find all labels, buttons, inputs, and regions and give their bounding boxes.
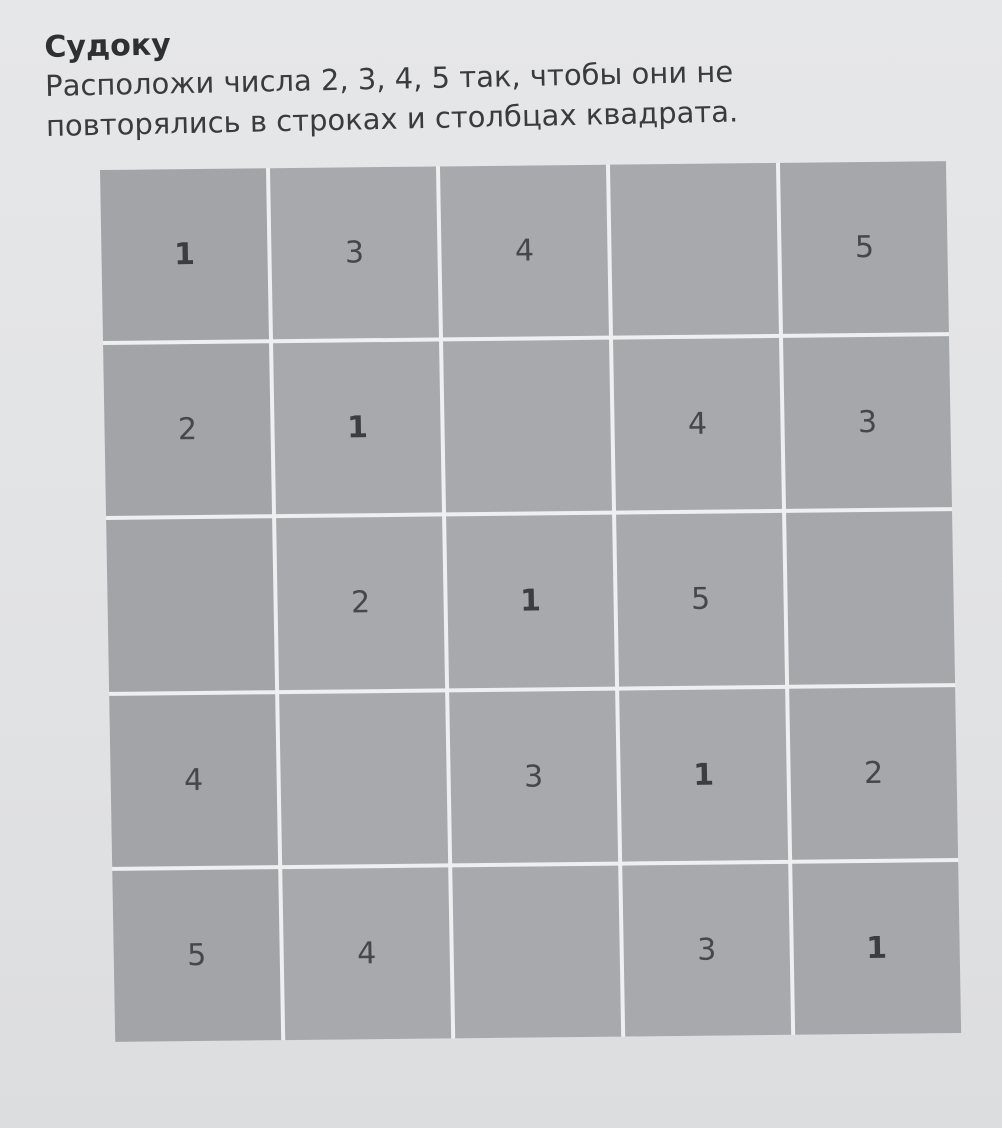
sudoku-grid (100, 161, 961, 1042)
sudoku-cell-r1c5[interactable]: 5 (780, 161, 949, 334)
sudoku-cell-r1c2[interactable]: 3 (270, 166, 439, 339)
sudoku-cell-r4c3[interactable]: 3 (449, 690, 618, 863)
sudoku-cell-r4c4[interactable]: 1 (619, 688, 788, 861)
sudoku-board (100, 161, 961, 1042)
sudoku-cell-r2c5[interactable]: 3 (783, 336, 952, 509)
sudoku-cell-r3c3[interactable]: 1 (446, 515, 615, 688)
sudoku-cell-r3c4[interactable]: 5 (616, 513, 785, 686)
sudoku-cell-r5c3[interactable] (452, 865, 621, 1038)
exercise-header (44, 12, 926, 146)
sudoku-cell-r3c2[interactable]: 2 (276, 517, 445, 690)
sudoku-cell-r2c1[interactable]: 2 (103, 343, 272, 516)
sudoku-cell-r4c2[interactable] (279, 692, 448, 865)
sudoku-cell-r5c2[interactable]: 4 (282, 867, 451, 1040)
sudoku-cell-r5c1[interactable]: 5 (112, 869, 281, 1042)
sudoku-cell-r1c1[interactable]: 1 (100, 168, 269, 341)
sudoku-cell-r5c4[interactable]: 3 (622, 864, 791, 1037)
sudoku-cell-r1c3[interactable]: 4 (440, 165, 609, 338)
sudoku-cell-r4c1[interactable]: 4 (109, 694, 278, 867)
exercise-title: Судоку (44, 27, 172, 65)
sudoku-cell-r2c3[interactable] (443, 340, 612, 513)
sudoku-cell-r5c5[interactable]: 1 (792, 862, 961, 1035)
sudoku-cell-r4c5[interactable]: 2 (789, 687, 958, 860)
sudoku-cell-r2c2[interactable]: 1 (273, 342, 442, 515)
sudoku-cell-r3c5[interactable] (786, 511, 955, 684)
sudoku-cell-r1c4[interactable] (610, 163, 779, 336)
exercise-instruction: Расположи числа 2, 3, 4, 5 так, чтобы они не повторялись в строках и столбцах квадрата. (44, 54, 739, 143)
sudoku-cell-r2c4[interactable]: 4 (613, 338, 782, 511)
sudoku-cell-r3c1[interactable] (106, 519, 275, 692)
